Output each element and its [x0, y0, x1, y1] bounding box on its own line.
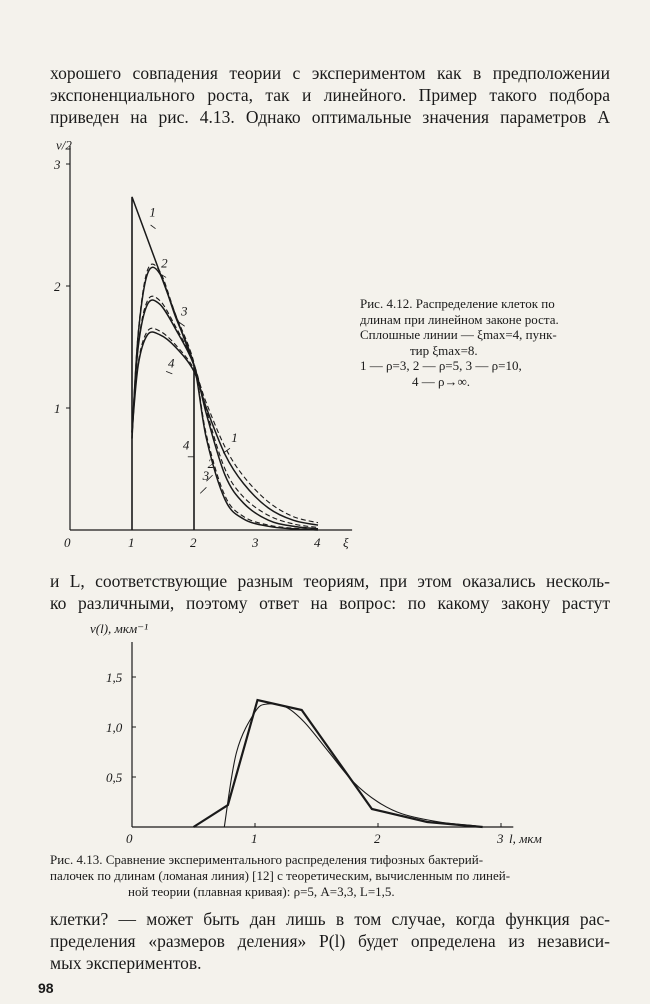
caption-line: ной теории (плавная кривая): ρ=5, A=3,3, L=1,5.	[128, 884, 395, 899]
text-line: ко различными, поэтому ответ на вопрос: по какому закону растут	[50, 593, 610, 613]
x-tick-label: 3	[497, 831, 504, 846]
curve-label-leader	[200, 487, 206, 493]
y-tick-label: 1,0	[106, 720, 123, 735]
figure-4-12-caption	[360, 296, 559, 389]
series-line-1-dashed	[132, 328, 318, 522]
series-line-1-solid	[132, 332, 318, 525]
curve-label: 2	[207, 455, 215, 471]
caption-line: Рис. 4.13. Сравнение экспериментального распределения тифозных бактерий-	[50, 852, 484, 867]
caption-line: Сплошные линии — ξmax=4, пунк-	[360, 327, 557, 342]
curve-label: 4	[182, 437, 190, 453]
text-line: мых экспериментов.	[50, 953, 202, 973]
caption-line: палочек по длинам (ломаная линия) [12] с теоретическим, вычисленным по линей-	[50, 868, 511, 883]
curve-label: 1	[149, 204, 156, 220]
curve-label-leader	[223, 448, 230, 453]
curve-label: 3	[202, 467, 210, 483]
series-line-4-solid	[132, 197, 194, 530]
bottom-paragraph	[50, 908, 610, 974]
text-line: и L, соответствующие разным теориям, при этом оказались несколь-	[50, 571, 610, 591]
y-tick-label: 0,5	[106, 770, 123, 785]
middle-paragraph	[50, 570, 610, 614]
x-tick-label: 1	[251, 831, 258, 846]
x-tick-label: 3	[252, 535, 259, 550]
theoretical-curve	[224, 704, 476, 827]
y-tick-label: 2	[54, 279, 61, 294]
text-line: клетки? — может быть дан лишь в том случае, когда функция рас-	[50, 909, 610, 929]
curve-label: 3	[180, 303, 188, 319]
text-line: пределения «размеров деления» P(l) будет определена из независи-	[50, 931, 610, 951]
caption-line: длинам при линейном законе роста.	[360, 311, 559, 327]
caption-line: Рис. 4.12. Распределение клеток по	[360, 296, 555, 311]
x-axis-label: ξ	[343, 535, 349, 550]
x-tick-label: 1	[128, 535, 135, 550]
x-tick-label: 2	[190, 535, 197, 550]
curve-label: 4	[167, 355, 175, 371]
y-axis-label: ν/2	[56, 137, 72, 153]
curve-label-leader	[166, 371, 172, 373]
x-tick-label: 2	[374, 831, 381, 846]
figure-4-13-chart	[0, 615, 650, 845]
x-tick-label: 0	[64, 535, 71, 550]
text-line: хорошего совпадения теории с экспериментом как в предположении	[50, 63, 610, 83]
caption-line: 4 — ρ→∞.	[412, 373, 471, 389]
text-line: экспоненциального роста, так и линейного. Пример такого подбора	[50, 85, 610, 105]
caption-line: тир ξmax=8.	[410, 342, 478, 358]
page-number: 98	[38, 980, 54, 996]
figure-4-13-caption	[50, 852, 510, 900]
y-tick-label: 1	[54, 401, 61, 416]
caption-line: 1 — ρ=3, 2 — ρ=5, 3 — ρ=10,	[360, 358, 522, 373]
text-line: приведен на рис. 4.13. Однако оптимальные значения параметров A	[50, 107, 610, 127]
curve-label: 2	[161, 255, 168, 271]
x-tick-label: 0	[126, 831, 133, 846]
curve-label: 1	[231, 430, 238, 446]
y-tick-label: 1,5	[106, 670, 123, 685]
series-line-3-solid	[132, 267, 318, 530]
curve-label-leader	[151, 225, 156, 229]
x-tick-label: 4	[314, 535, 321, 550]
y-tick-label: 3	[54, 157, 61, 172]
x-axis-label: l, мкм	[509, 831, 542, 846]
y-axis-label: ν(l), мкм⁻¹	[90, 621, 148, 636]
